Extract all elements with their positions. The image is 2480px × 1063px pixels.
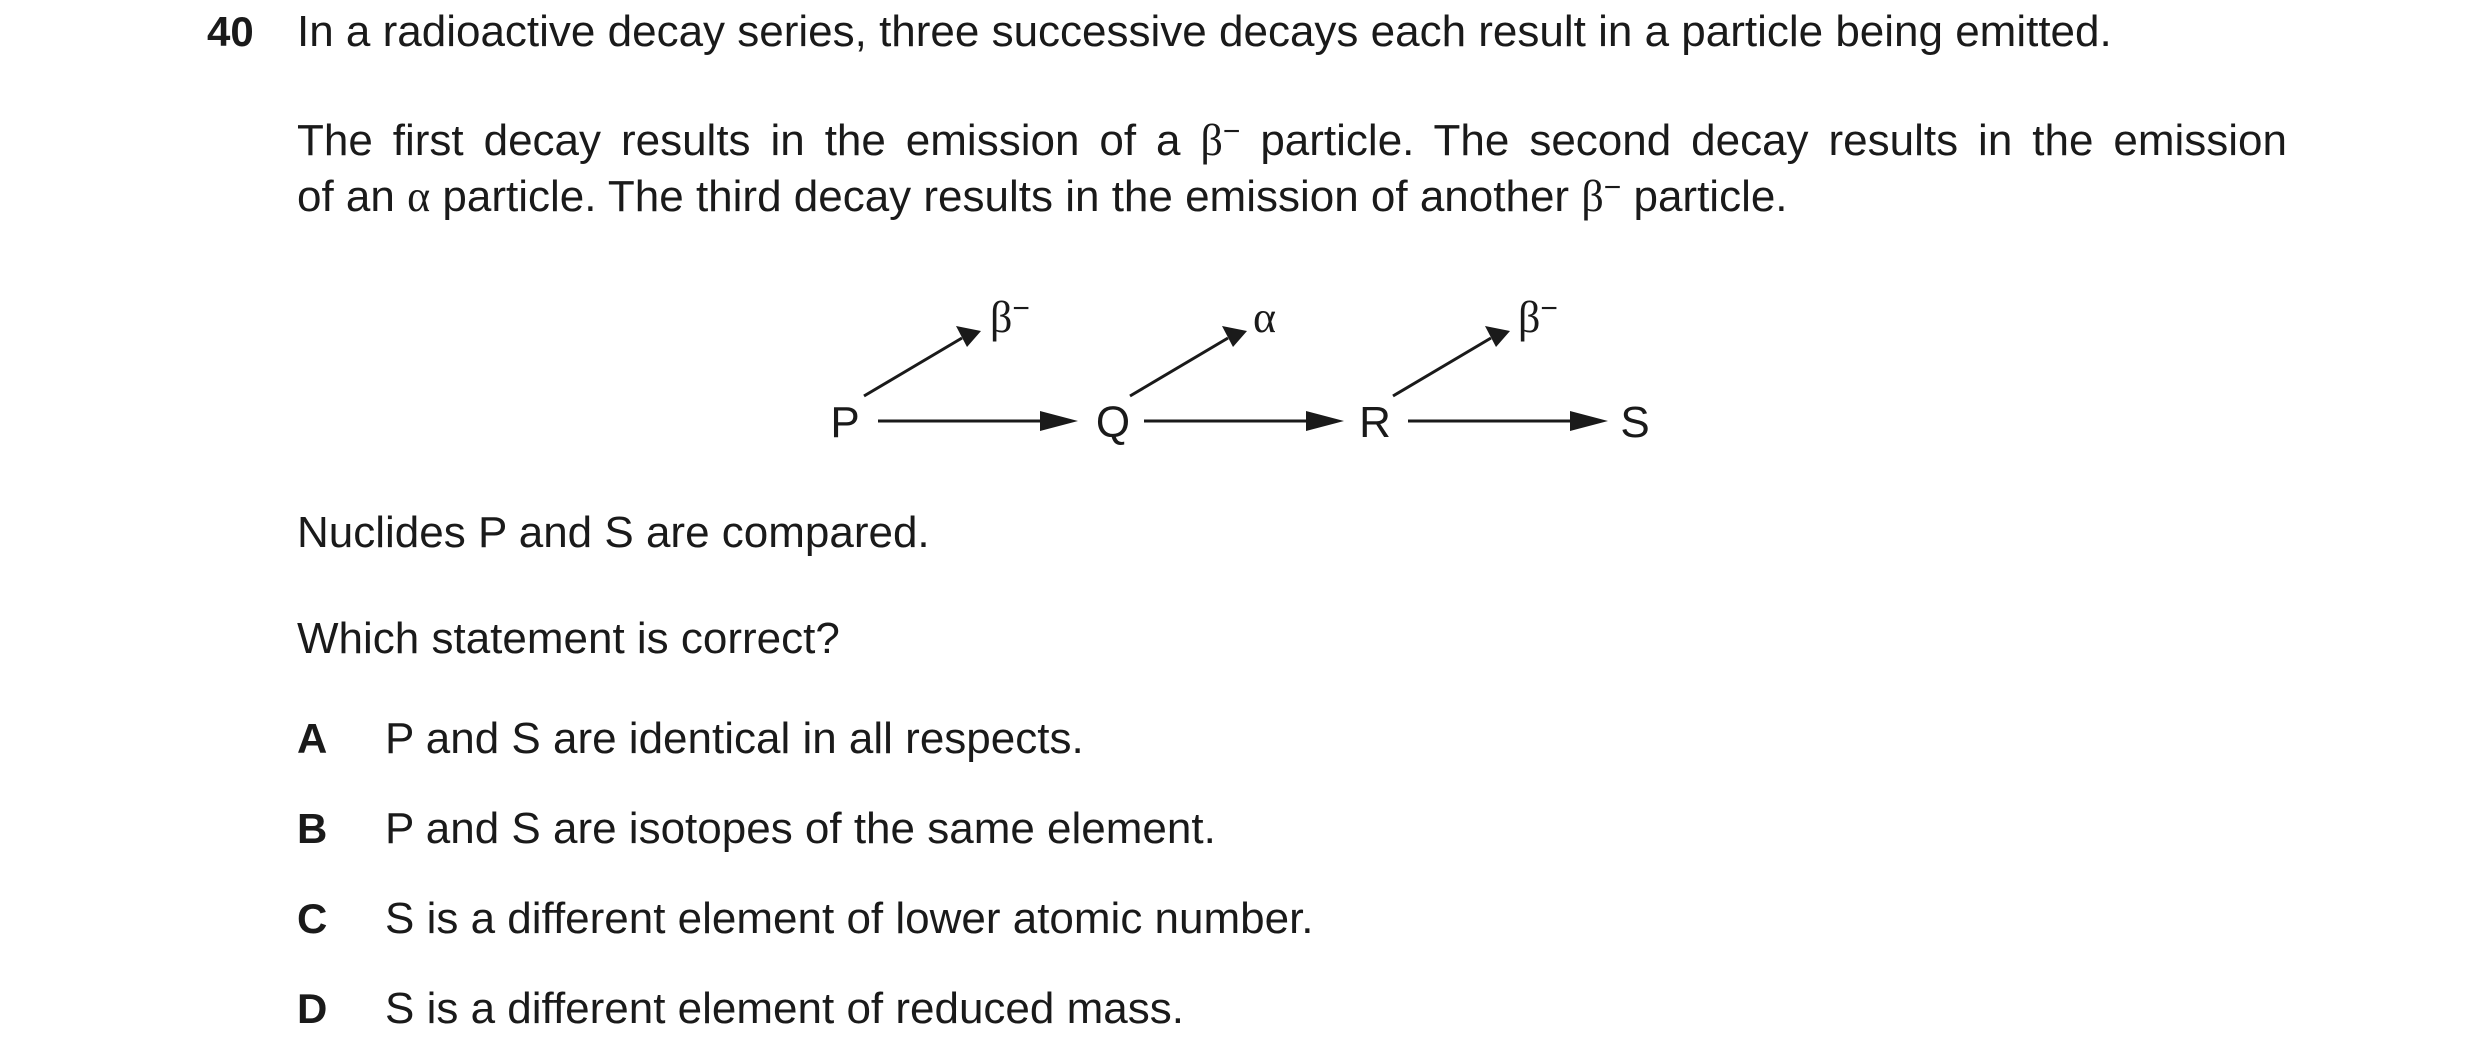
decay-description-line-2 <box>297 169 1788 225</box>
question-prompt: Which statement is correct? <box>297 614 840 663</box>
decay-description-line-1 <box>297 113 2287 169</box>
option-a-text[interactable]: P and S are identical in all respects. <box>385 714 1084 763</box>
option-d-text[interactable]: S is a different element of reduced mass. <box>385 984 1184 1033</box>
option-b-letter[interactable]: B <box>297 805 328 852</box>
line2-text-b: particle. The third decay results in the emission of another <box>442 172 1570 221</box>
node-r: R <box>1359 398 1391 447</box>
line2-text-a: of an <box>297 172 395 221</box>
node-q: Q <box>1095 398 1131 447</box>
option-b-text[interactable]: P and S are isotopes of the same element. <box>385 804 1216 853</box>
line1-text-b: particle. The second decay results in the emission <box>1260 116 2287 165</box>
line1-text-a: The first decay results in the emission of a <box>297 116 1181 165</box>
alpha-symbol: α <box>407 172 431 221</box>
emission-label-beta-1: β− <box>990 292 1030 342</box>
option-c-text[interactable]: S is a different element of lower atomic number. <box>385 894 1314 943</box>
arrowhead <box>1485 326 1510 347</box>
emission-label-alpha: α <box>1253 293 1277 342</box>
question-number: 40 <box>207 8 254 55</box>
option-c-letter[interactable]: C <box>297 895 328 942</box>
question-intro: In a radioactive decay series, three successive decays each result in a particle being emitted. <box>297 7 2112 56</box>
arrowhead <box>1306 411 1344 431</box>
line2-text-c: particle. <box>1633 172 1788 221</box>
option-a-letter[interactable]: A <box>297 715 328 762</box>
beta-minus-symbol: β− <box>1581 171 1622 221</box>
emission-arrow-1 <box>864 338 962 396</box>
arrowhead <box>956 326 981 347</box>
arrowhead <box>1222 326 1247 347</box>
comparison-statement: Nuclides P and S are compared. <box>297 508 930 557</box>
node-p: P <box>830 398 860 447</box>
emission-label-beta-2: β− <box>1518 292 1558 342</box>
arrowhead <box>1570 411 1608 431</box>
beta-minus-symbol: β− <box>1200 115 1241 165</box>
emission-arrow-2 <box>1130 338 1228 396</box>
arrowhead <box>1040 411 1078 431</box>
emission-arrow-3 <box>1393 338 1491 396</box>
node-s: S <box>1620 398 1650 447</box>
option-d-letter[interactable]: D <box>297 985 328 1032</box>
